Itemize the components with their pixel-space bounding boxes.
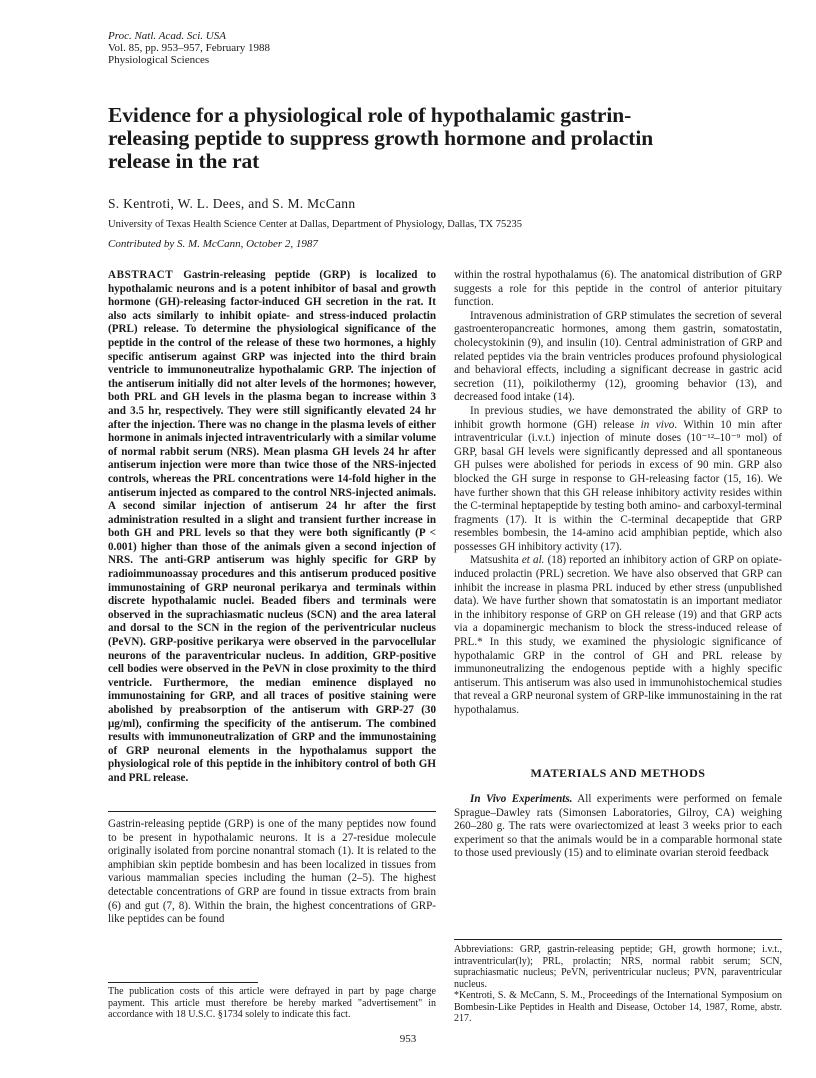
paragraph-4: Matsushita et al. (18) reported an inhibitory action of GRP on opiate-induced prolactin (PRL) secretion. We have also observed that GRP can inhibit the increase in plasma PRL induced by ether stress (unpublished data). We have further shown that somatostatin is an important mediator in the inhibitory response of GRP on GH release (19) and that GRP acts via a dopaminergic mechanism to block the stress-induced release of PRL.* In this study, we examined the physiologic significance of hypothalamic GRP in the control of GH and PRL release by immunoneutralizing the endogenous peptide with a highly specific antiserum. This antiserum was also used in immunohistochemical studies that reveal a GRP neuronal system of GRP-like immunostaining in the rat hypothalamus. [454,554,782,716]
intro-left-column [108,818,436,927]
methods-run-in: In Vivo Experiments. [470,793,573,805]
page-number: 953 [399,1033,417,1045]
abstract-label: ABSTRACT [108,269,174,281]
article-title: Evidence for a physiological role of hypothalamic gastrin-releasing peptide to suppress growth hormone and prolactin release in the rat [108,103,654,173]
methods-heading: MATERIALS AND METHODS [530,766,706,780]
charge-note: The publication costs of this article were defrayed in part by page charge payment. This article must therefore be hereby marked "advertisement" in accordance with 18 U.S.C. §1734 solely to indicate this fact. [108,986,436,1020]
paragraph-3: In previous studies, we have demonstrated the ability of GRP to inhibit growth hormone (GH) release in vivo. Within 10 min after intraventricular (i.v.t.) injection of minute doses (10⁻¹²–10⁻⁹ mol) of GRP, basal GH levels were significantly depressed and all spontaneous GH pulses were abolished for periods in excess of 90 min. GRP also blocked the GH surge in response to GH-releasing factor (15, 16). We have further shown that this GH release inhibitory activity resides within the C-terminal heptapeptide by testing both amino- and carboxyl-terminal fragments (17). It is within the C-terminal decapeptide that GRP resembles bombesin, the 14-amino acid amphibian peptide, which also possesses GH inhibitory activity (17). [454,404,782,553]
abstract-divider [108,811,436,812]
journal-name: Proc. Natl. Acad. Sci. USA [108,30,226,42]
contributed-by: Contributed by S. M. McCann, October 2, 1987 [108,238,318,250]
abstract [108,269,436,786]
methods-section [454,793,782,861]
intro-paragraph: Gastrin-releasing peptide (GRP) is one of the many peptides now found to be present in hypothalamic neurons. It is a 27-residue molecule originally isolated from porcine nonantral stomach (1). It is related to the amphibian skin peptide bombesin and has been localized in tissues from various mammalian species including the human (2–5). The highest detectable concentrations of GRP are found in tissue extracts from brain (6) and gut (7, 8). Within the brain, the highest concentrations of GRP-like peptides can be found [108,818,436,926]
journal-section: Physiological Sciences [108,54,210,66]
affiliation: University of Texas Health Science Center at Dallas, Department of Physiology, Dallas, TX 75235 [108,219,523,230]
footnote-divider-right [454,939,782,940]
right-column [454,269,782,718]
paragraph-2: Intravenous administration of GRP stimulates the secretion of several gastroenteropancreatic hormones, among them gastrin, somatostatin, cholecystokinin (9), and insulin (10). Central administration of GRP and related peptides via the brain ventricles produces profound physiological and behavioral effects, including a significant decrease in gastric acid secretion (11), poikilothermy (12), grooming behavior (13), and decreased food intake (14). [454,309,782,404]
methods-paragraph: In Vivo Experiments. All experiments were performed on female Sprague–Dawley rats (Simonsen Laboratories, Gilroy, CA) weighing 260–280 g. The rats were ovariectomized at least 3 weeks prior to each experiment so that the animals would be in a comparable hormonal state to those used previously (15) and to eliminate ovarian steroid feedback [454,793,782,860]
footnote-divider-left [108,982,258,983]
footnotes [454,944,782,1025]
journal-volume: Vol. 85, pp. 953–957, February 1988 [108,42,271,54]
abstract-text: Gastrin-releasing peptide (GRP) is localized to hypothalamic neurons and is a potent inhibitor of basal and growth hormone (GH)-releasing factor-induced GH secretion in the rat. It also acts similarly to inhibit opiate- and stress-induced prolactin (PRL) release. To determine the physiological significance of the peptide in the control of the release of these two hormones, a highly specific antiserum against GRP was injected into the third brain ventricle to immunoneutralize hypothalamic GRP. The injection of the antiserum initially did not alter levels of the hormones; however, both PRL and GH levels in the plasma began to increase within 3 and 3.5 hr, respectively. They were still significantly elevated 24 hr after the injection. There was no change in the plasma levels of either hormone in animals injected intraventricularly with a similar volume of normal rabbit serum (NRS). Mean plasma GH levels 24 hr after antiserum injection were more than twice those of the NRS-injected controls, whereas the PRL concentrations were 14-fold higher in the antiserum injected as compared to the control NRS-injected animals. A second similar injection of antiserum 24 hr after the first administration resulted in a slight and transient further increase in both GH and PRL levels so that they were both significantly (P < 0.001) higher than those of the animals given a second injection of NRS. The anti-GRP antiserum was highly specific for GRP by radioimmunoassay procedures and this antiserum produced positive immunostaining of GRP neuronal perikarya and terminals within discrete hypothalamic nuclei. Beaded fibers and terminals were observed in the suprachiasmatic nucleus (SCN) and the area lateral and dorsal to the SCN in the region of the periventricular nucleus (PeVN). GRP-positive perikarya were observed in the parvocellular neurons of the paraventricular nucleus. In addition, GRP-positive cell bodies were observed in the PeVN in close proximity to the third ventricle. Furthermore, the median eminence displayed no immunostaining for GRP, and all traces of positive staining were abolished by preabsorption of the antiserum with GRP-27 (30 μg/ml), confirming the specificity of the antiserum. The combined results with immunoneutralization of GRP and the immunostaining of GRP neuronal elements in the hypothalamus support the physiological role of this peptide in the inhibitory control of both GH and PRL release. [108,269,436,784]
abbreviations-note: Abbreviations: GRP, gastrin-releasing peptide; GH, growth hormone; i.v.t., intraventricular(ly); PRL, prolactin; NRS, normal rabbit serum; SCN, suprachiasmatic nucleus; PeVN, periventricular nucleus; PVN, paraventricular nucleus. [454,944,782,990]
journal-header [108,30,270,66]
star-footnote: *Kentroti, S. & McCann, S. M., Proceedings of the International Symposium on Bombesin-Like Peptides in Health and Disease, October 14, 1987, Rome, abstr. 217. [454,990,782,1024]
authors: S. Kentroti, W. L. Dees, and S. M. McCann [108,196,356,211]
paragraph-1: within the rostral hypothalamus (6). The anatomical distribution of GRP suggests a role for this peptide in the control of anterior pituitary function. [454,269,782,309]
